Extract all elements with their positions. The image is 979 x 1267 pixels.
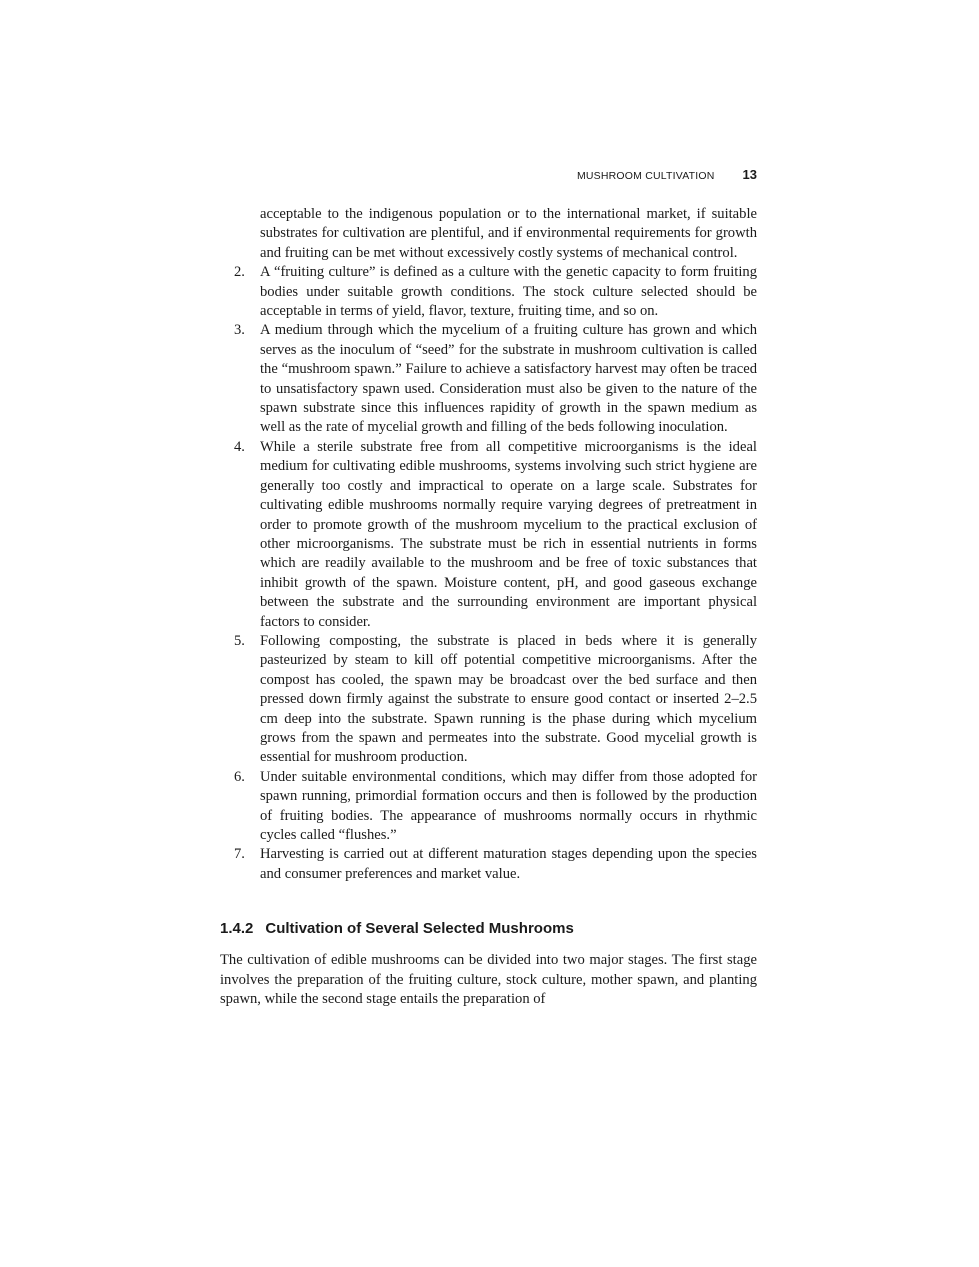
list-number: 2. <box>234 264 245 281</box>
list-number: 3. <box>234 322 245 339</box>
numbered-list <box>220 263 757 884</box>
list-item <box>220 768 757 846</box>
list-item <box>220 845 757 884</box>
list-item <box>220 438 757 632</box>
page-number: 13 <box>742 167 757 182</box>
list-number: 7. <box>234 846 245 863</box>
list-item-text: Harvesting is carried out at different maturation stages depending upon the species and consumer preferences and market value. <box>260 846 757 882</box>
list-item-text: Following composting, the substrate is placed in beds where it is generally pasteurized by steam to kill off potential competitive microorganisms. After the compost has cooled, the spawn may be broadcast over the bed surface and then pressed down firmly against the substrate to ensure good contact or inserted 2–2.5 cm deep into the substrate. Spawn running is the phase during which mycelium grows from the spawn and permeates into the substrate. Good mycelial growth is essential for mushroom production. <box>260 632 757 766</box>
page-body <box>220 205 757 1009</box>
section-title: Cultivation of Several Selected Mushrooms <box>265 920 574 938</box>
list-number: 6. <box>234 768 245 785</box>
list-item-text: A “fruiting culture” is defined as a culture with the genetic capacity to form fruiting bodies under suitable growth conditions. The stock culture selected should be acceptable in terms of yield, flavor, texture, fruiting time, and so on. <box>260 264 757 320</box>
list-number: 4. <box>234 438 245 455</box>
list-item-text: A medium through which the mycelium of a fruiting culture has grown and which serves as the inoculum of “seed” for the substrate in mushroom cultivation is called the “mushroom spawn.” Failure to achieve a satisfactory harvest may often be traced to unsatisfactory spawn used. Consideration must also be given to the nature of the spawn substrate since this influences rapidity of growth in the spawn medium as well as the rate of mycelial growth and filling of the beds following inoculation. <box>260 322 757 436</box>
section-paragraph: The cultivation of edible mushrooms can be divided into two major stages. The first stage involves the preparation of the fruiting culture, stock culture, mother spawn, and planting spawn, while the second stage entails the preparation of <box>220 952 757 1008</box>
continued-paragraph: acceptable to the indigenous population or to the international market, if suitable substrates for cultivation are plentiful, and if environmental requirements for growth and fruiting can be met without excessively costly systems of mechanical control. <box>260 206 757 261</box>
running-head <box>220 167 757 182</box>
section-heading <box>220 919 757 939</box>
list-number: 5. <box>234 632 245 649</box>
section-number: 1.4.2 <box>220 920 254 938</box>
list-item-text: While a sterile substrate free from all competitive microorganisms is the ideal medium for cultivating edible mushrooms, systems involving such strict hygiene are generally too costly and impractical to operate on a large scale. Substrates for cultivating edible mushrooms normally require varying degrees of pretreatment in order to promote growth of the mushroom mycelium to the practical exclusion of other microorganisms. The substrate must be rich in essential nutrients in forms which are readily available to the mushroom and be free of toxic substances that inhibit growth of the spawn. Moisture content, pH, and good gaseous exchange between the substrate and the surrounding environment are important physical factors to consider. <box>260 438 757 630</box>
list-item <box>220 263 757 321</box>
running-title: MUSHROOM CULTIVATION <box>576 170 715 182</box>
list-item <box>220 632 757 768</box>
list-item-text: Under suitable environmental conditions, which may differ from those adopted for spawn running, primordial formation occurs and then is followed by the production of fruiting bodies. The appearance of mushrooms normally occurs in rhythmic cycles called “flushes.” <box>260 768 757 843</box>
list-item <box>220 321 757 437</box>
